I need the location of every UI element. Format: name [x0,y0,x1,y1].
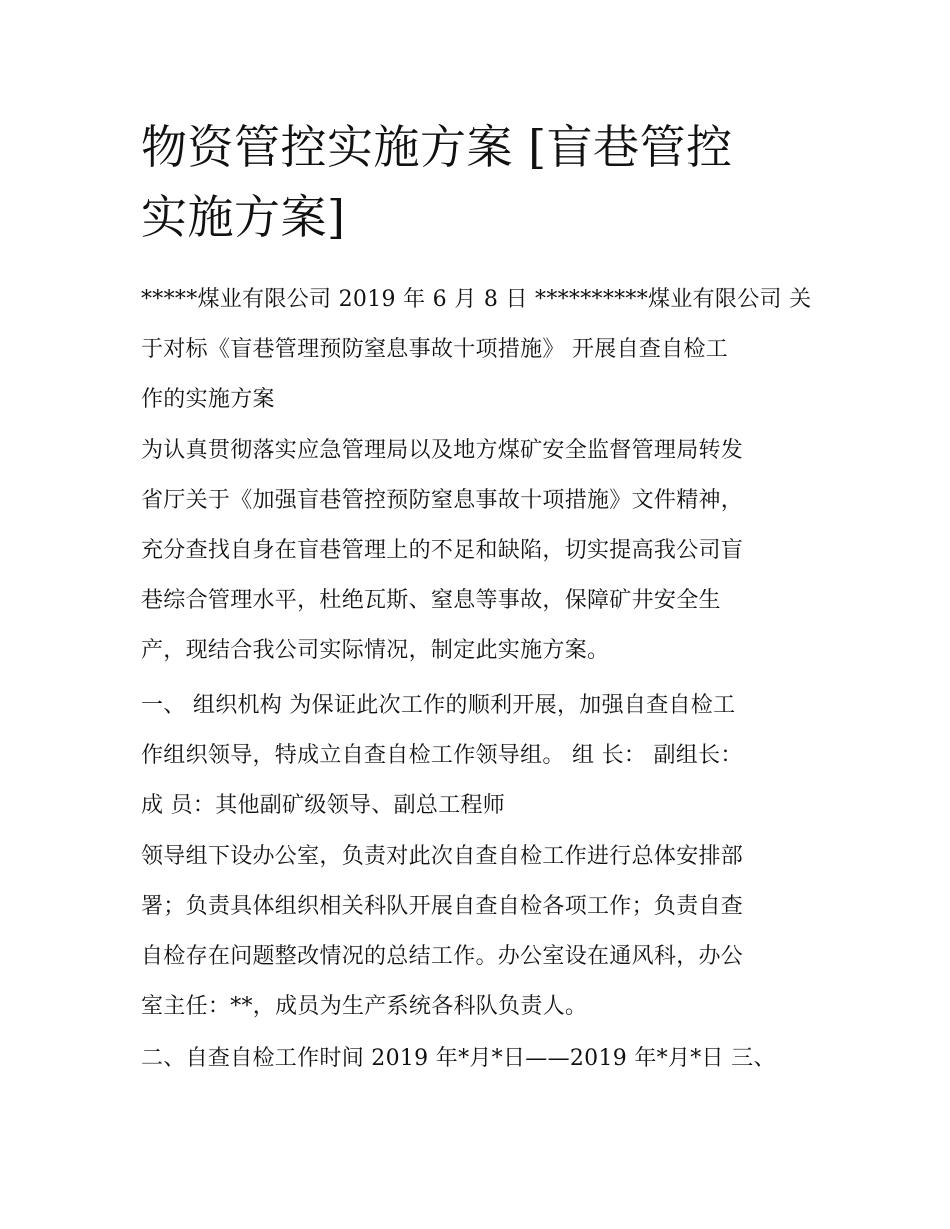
text-line: 领导组下设办公室，负责对此次自查自检工作进行总体安排部 [141,844,744,869]
text-line: 省厅关于《加强盲巷管控预防窒息事故十项措施》文件精神， [141,488,744,513]
text-line: 为认真贯彻落实应急管理局以及地方煤矿安全监督管理局转发 [141,438,744,463]
text-line: 作组织领导，特成立自查自检工作领导组。 组 长： 副组长： [141,743,743,768]
text-line: 巷综合管理水平，杜绝瓦斯、窒息等事故，保障矿井安全生 [141,588,721,613]
header-paragraph [141,275,811,425]
title-line: 物资管控实施方案 [盲巷管控 [141,120,733,174]
document-title [141,112,831,252]
text-line: 署；负责具体组织相关科队开展自查自检各项工作；负责自查 [141,894,744,919]
title-line: 实施方案] [141,190,346,244]
text-line: 充分查找自身在盲巷管理上的不足和缺陷，切实提高我公司盲 [141,538,744,563]
text-line: 一、 组织机构 为保证此次工作的顺利开展，加强自查自检工 [141,693,736,718]
intro-paragraph [141,426,743,676]
text-line: 自检存在问题整改情况的总结工作。办公室设在通风科，办公 [141,944,744,969]
text-line: 产，现结合我公司实际情况，制定此实施方案。 [141,638,610,663]
organization-paragraph [141,681,743,831]
text-line: 二、自查自检工作时间 2019 年*月*日——2019 年*月*日 三、 [141,1046,776,1071]
office-paragraph [141,832,743,1032]
text-line: *****煤业有限公司 2019 年 6 月 8 日 **********煤业有限公司 关 [141,287,812,312]
text-line: 于对标《盲巷管理预防窒息事故十项措施》 开展自查自检工 [141,337,729,362]
text-line: 作的实施方案 [141,387,275,412]
text-line: 成 员：其他副矿级领导、副总工程师 [141,793,506,818]
text-line: 室主任：**，成员为生产系统各科队负责人。 [141,994,588,1019]
schedule-paragraph [141,1034,776,1084]
